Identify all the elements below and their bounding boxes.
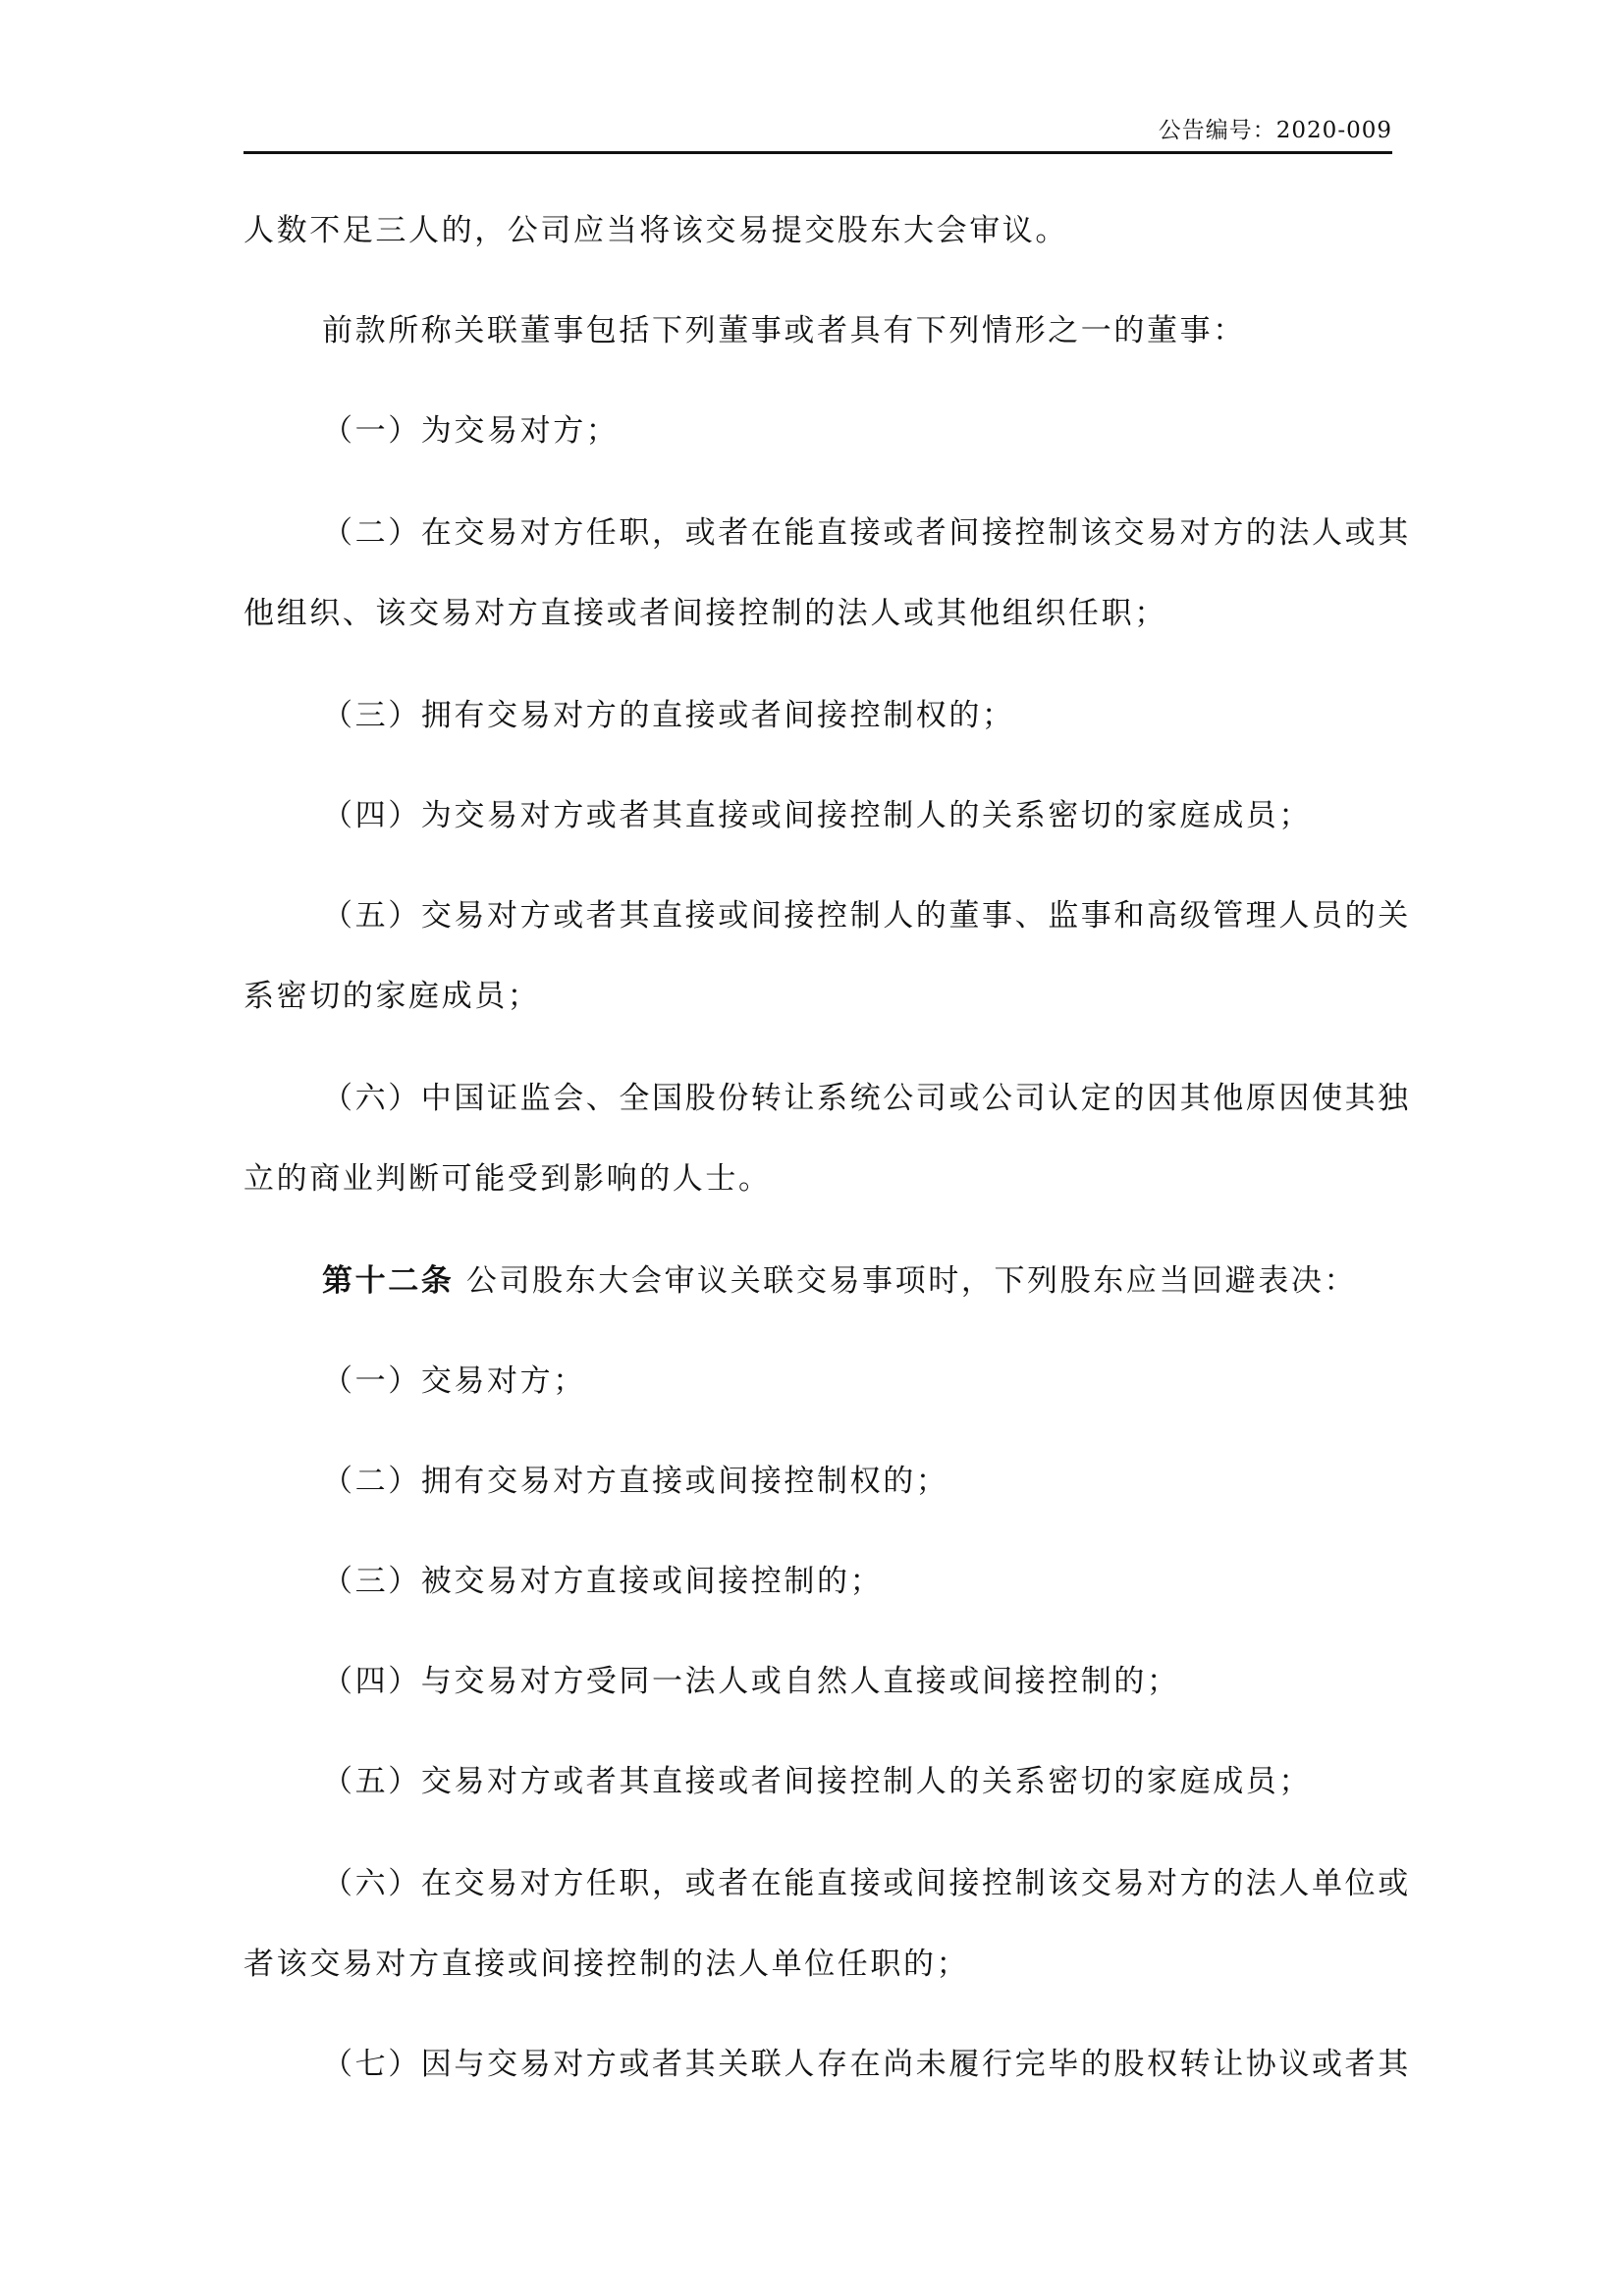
announcement-number: 公告编号：2020-009 xyxy=(1158,118,1392,143)
article-number: 第十二条 xyxy=(322,1263,455,1299)
list-item: （二）在交易对方任职，或者在能直接或者间接控制该交易对方的法人或其 xyxy=(322,515,1411,551)
list-item: （五）交易对方或者其直接或间接控制人的董事、监事和高级管理人员的关 xyxy=(322,898,1411,934)
text-line: 系密切的家庭成员； xyxy=(244,979,541,1014)
text-line: 人数不足三人的，公司应当将该交易提交股东大会审议。 xyxy=(244,213,1068,248)
list-item: （三）被交易对方直接或间接控制的； xyxy=(322,1564,884,1599)
list-item: （五）交易对方或者其直接或者间接控制人的关系密切的家庭成员； xyxy=(322,1764,1312,1799)
list-item: （六）在交易对方任职，或者在能直接或间接控制该交易对方的法人单位或 xyxy=(322,1866,1411,1901)
list-item: （三）拥有交易对方的直接或者间接控制权的； xyxy=(322,698,1015,733)
article-12 xyxy=(244,1233,1392,1329)
list-item: （七）因与交易对方或者其关联人存在尚未履行完毕的股权转让协议或者其 xyxy=(322,2047,1411,2082)
text-line: 者该交易对方直接或间接控制的法人单位任职的； xyxy=(244,1947,970,1982)
list-item: （一）为交易对方； xyxy=(322,413,620,449)
text-line: 他组织、该交易对方直接或者间接控制的法人或其他组织任职； xyxy=(244,596,1167,631)
list-item: （四）与交易对方受同一法人或自然人直接或间接控制的； xyxy=(322,1664,1180,1699)
list-item: （一）交易对方； xyxy=(322,1363,586,1399)
text-line: 前款所称关联董事包括下列董事或者具有下列情形之一的董事： xyxy=(322,313,1246,348)
list-item: （四）为交易对方或者其直接或间接控制人的关系密切的家庭成员； xyxy=(322,798,1312,833)
header-divider xyxy=(244,151,1392,154)
article-text: 公司股东大会审议关联交易事项时，下列股东应当回避表决： xyxy=(454,1263,1358,1299)
list-item: （二）拥有交易对方直接或间接控制权的； xyxy=(322,1464,949,1499)
text-line: 立的商业判断可能受到影响的人士。 xyxy=(244,1161,772,1197)
list-item: （六）中国证监会、全国股份转让系统公司或公司认定的因其他原因使其独 xyxy=(322,1081,1411,1116)
